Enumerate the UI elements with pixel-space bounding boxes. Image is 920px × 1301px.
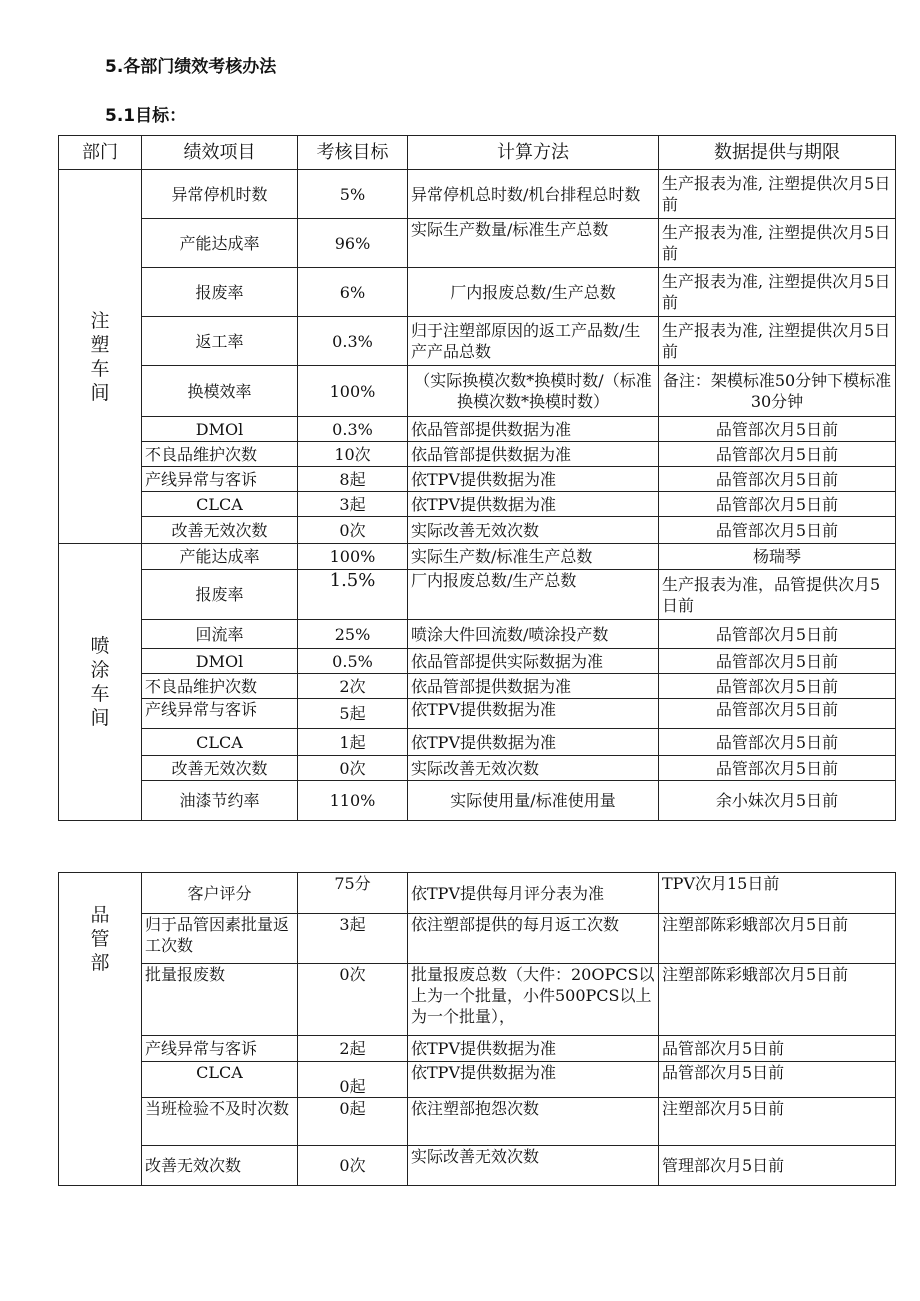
source-cell: 品管部次月5日前 bbox=[659, 620, 896, 649]
table-row bbox=[59, 170, 896, 219]
method-cell: 实际改善无效次数 bbox=[408, 1146, 659, 1186]
method-cell: 依TPV提供每月评分表为准 bbox=[408, 873, 659, 914]
table-row bbox=[59, 1062, 896, 1098]
table-row bbox=[59, 442, 896, 467]
table-row bbox=[59, 781, 896, 821]
header-target: 考核目标 bbox=[298, 136, 408, 170]
item-cell: 客户评分 bbox=[142, 873, 298, 914]
source-cell: 生产报表为准, 注塑提供次月5日前 bbox=[659, 268, 896, 317]
table-row bbox=[59, 699, 896, 729]
source-cell: 品管部次月5日前 bbox=[659, 699, 896, 729]
method-cell: 实际改善无效次数 bbox=[408, 756, 659, 781]
target-cell: 0次 bbox=[298, 517, 408, 544]
item-cell: 不良品维护次数 bbox=[142, 674, 298, 699]
table-row bbox=[59, 219, 896, 268]
item-cell: DMOl bbox=[142, 417, 298, 442]
section-subheading: 5.1目标： bbox=[105, 106, 187, 126]
method-cell: 厂内报废总数/生产总数 bbox=[408, 570, 659, 620]
method-cell: 依注塑部提供的每月返工次数 bbox=[408, 914, 659, 964]
item-cell: 改善无效次数 bbox=[142, 1146, 298, 1186]
source-cell: TPV次月15日前 bbox=[659, 873, 896, 914]
source-cell: 注塑部陈彩蛾部次月5日前 bbox=[659, 964, 896, 1036]
method-cell: 喷涂大件回流数/喷涂投产数 bbox=[408, 620, 659, 649]
table-row bbox=[59, 570, 896, 620]
target-cell: 100% bbox=[298, 366, 408, 417]
target-cell: 2起 bbox=[298, 1036, 408, 1062]
source-cell: 品管部次月5日前 bbox=[659, 467, 896, 492]
table-row bbox=[59, 674, 896, 699]
table-row bbox=[59, 620, 896, 649]
method-cell: 实际使用量/标准使用量 bbox=[408, 781, 659, 821]
item-cell: 异常停机时数 bbox=[142, 170, 298, 219]
method-cell: 异常停机总时数/机台排程总时数 bbox=[408, 170, 659, 219]
performance-table-1 bbox=[58, 135, 896, 821]
target-cell: 0起 bbox=[298, 1062, 408, 1098]
table-row bbox=[59, 914, 896, 964]
method-cell: 依品管部提供实际数据为准 bbox=[408, 649, 659, 674]
target-cell: 0.3% bbox=[298, 417, 408, 442]
item-cell: 油漆节约率 bbox=[142, 781, 298, 821]
item-cell: 产线异常与客诉 bbox=[142, 467, 298, 492]
table-row bbox=[59, 366, 896, 417]
performance-table-2 bbox=[58, 872, 896, 1186]
method-cell: 实际生产数/标准生产总数 bbox=[408, 544, 659, 570]
target-cell: 5起 bbox=[298, 699, 408, 729]
target-cell: 3起 bbox=[298, 492, 408, 517]
target-cell: 1起 bbox=[298, 729, 408, 756]
item-cell: 产能达成率 bbox=[142, 219, 298, 268]
table-row bbox=[59, 1036, 896, 1062]
target-cell: 5% bbox=[298, 170, 408, 219]
item-cell: 产能达成率 bbox=[142, 544, 298, 570]
table-row bbox=[59, 964, 896, 1036]
target-cell: 75分 bbox=[298, 873, 408, 914]
target-cell: 0起 bbox=[298, 1098, 408, 1146]
source-cell: 生产报表为准, 注塑提供次月5日前 bbox=[659, 219, 896, 268]
source-cell: 品管部次月5日前 bbox=[659, 442, 896, 467]
method-cell: 依品管部提供数据为准 bbox=[408, 674, 659, 699]
target-cell: 110% bbox=[298, 781, 408, 821]
item-cell: 产线异常与客诉 bbox=[142, 1036, 298, 1062]
target-cell: 25% bbox=[298, 620, 408, 649]
method-cell: 依TPV提供数据为准 bbox=[408, 467, 659, 492]
method-cell: 依TPV提供数据为准 bbox=[408, 1036, 659, 1062]
item-cell: 报废率 bbox=[142, 570, 298, 620]
method-cell: 归于注塑部原因的返工产品数/生产产品总数 bbox=[408, 317, 659, 366]
item-cell: 返工率 bbox=[142, 317, 298, 366]
target-cell: 0次 bbox=[298, 756, 408, 781]
target-cell: 0次 bbox=[298, 964, 408, 1036]
target-cell: 100% bbox=[298, 544, 408, 570]
table-row bbox=[59, 649, 896, 674]
table-row bbox=[59, 268, 896, 317]
item-cell: 换模效率 bbox=[142, 366, 298, 417]
method-cell: 依TPV提供数据为准 bbox=[408, 492, 659, 517]
source-cell: 品管部次月5日前 bbox=[659, 674, 896, 699]
item-cell: DMOl bbox=[142, 649, 298, 674]
source-cell: 品管部次月5日前 bbox=[659, 517, 896, 544]
table-row bbox=[59, 1098, 896, 1146]
source-cell: 品管部次月5日前 bbox=[659, 492, 896, 517]
method-cell: （实际换模次数*换模时数/（标准换模次数*换模时数） bbox=[408, 366, 659, 417]
method-cell: 依TPV提供数据为准 bbox=[408, 729, 659, 756]
item-cell: 归于品管因素批量返工次数 bbox=[142, 914, 298, 964]
dept-cell-injection: 注塑车间 bbox=[59, 170, 142, 544]
target-cell: 96% bbox=[298, 219, 408, 268]
table-row bbox=[59, 873, 896, 914]
source-cell: 生产报表为准，品管提供次月5日前 bbox=[659, 570, 896, 620]
table-header-row bbox=[59, 136, 896, 170]
table-row bbox=[59, 756, 896, 781]
item-cell: 回流率 bbox=[142, 620, 298, 649]
target-cell: 0.3% bbox=[298, 317, 408, 366]
method-cell: 依TPV提供数据为准 bbox=[408, 699, 659, 729]
item-cell: 报废率 bbox=[142, 268, 298, 317]
source-cell: 余小妹次月5日前 bbox=[659, 781, 896, 821]
item-cell: 改善无效次数 bbox=[142, 517, 298, 544]
target-cell: 10次 bbox=[298, 442, 408, 467]
source-cell: 品管部次月5日前 bbox=[659, 1062, 896, 1098]
source-cell: 品管部次月5日前 bbox=[659, 756, 896, 781]
target-cell: 6% bbox=[298, 268, 408, 317]
item-cell: 当班检验不及时次数 bbox=[142, 1098, 298, 1146]
target-cell: 0次 bbox=[298, 1146, 408, 1186]
item-cell: 不良品维护次数 bbox=[142, 442, 298, 467]
source-cell: 品管部次月5日前 bbox=[659, 1036, 896, 1062]
method-cell: 依品管部提供数据为准 bbox=[408, 442, 659, 467]
section-heading: 5.各部门绩效考核办法 bbox=[105, 57, 277, 77]
target-cell: 2次 bbox=[298, 674, 408, 699]
item-cell: CLCA bbox=[142, 492, 298, 517]
source-cell: 管理部次月5日前 bbox=[659, 1146, 896, 1186]
table-row bbox=[59, 517, 896, 544]
source-cell: 杨瑞琴 bbox=[659, 544, 896, 570]
target-cell: 0.5% bbox=[298, 649, 408, 674]
source-cell: 品管部次月5日前 bbox=[659, 649, 896, 674]
item-cell: 批量报废数 bbox=[142, 964, 298, 1036]
source-cell: 生产报表为准, 注塑提供次月5日前 bbox=[659, 317, 896, 366]
header-source: 数据提供与期限 bbox=[659, 136, 896, 170]
header-item: 绩效项目 bbox=[142, 136, 298, 170]
header-dept: 部门 bbox=[59, 136, 142, 170]
source-cell: 备注：架模标准50分钟下模标准30分钟 bbox=[659, 366, 896, 417]
method-cell: 依品管部提供数据为准 bbox=[408, 417, 659, 442]
table-row bbox=[59, 417, 896, 442]
dept-cell-qc: 品管部 bbox=[59, 873, 142, 1186]
table-row bbox=[59, 492, 896, 517]
item-cell: 改善无效次数 bbox=[142, 756, 298, 781]
table-row bbox=[59, 729, 896, 756]
source-cell: 注塑部次月5日前 bbox=[659, 1098, 896, 1146]
method-cell: 批量报废总数（大件：20OPCS以上为一个批量，小件500PCS以上为一个批量）， bbox=[408, 964, 659, 1036]
method-cell: 实际改善无效次数 bbox=[408, 517, 659, 544]
table-row bbox=[59, 544, 896, 570]
source-cell: 生产报表为准, 注塑提供次月5日前 bbox=[659, 170, 896, 219]
source-cell: 注塑部陈彩蛾部次月5日前 bbox=[659, 914, 896, 964]
target-cell: 8起 bbox=[298, 467, 408, 492]
method-cell: 厂内报废总数/生产总数 bbox=[408, 268, 659, 317]
table-row bbox=[59, 1146, 896, 1186]
source-cell: 品管部次月5日前 bbox=[659, 417, 896, 442]
method-cell: 依TPV提供数据为准 bbox=[408, 1062, 659, 1098]
target-cell: 3起 bbox=[298, 914, 408, 964]
source-cell: 品管部次月5日前 bbox=[659, 729, 896, 756]
item-cell: CLCA bbox=[142, 729, 298, 756]
dept-cell-spray: 喷涂车间 bbox=[59, 544, 142, 821]
table-row bbox=[59, 467, 896, 492]
method-cell: 实际生产数量/标准生产总数 bbox=[408, 219, 659, 268]
method-cell: 依注塑部抱怨次数 bbox=[408, 1098, 659, 1146]
header-method: 计算方法 bbox=[408, 136, 659, 170]
target-cell: 1.5% bbox=[298, 570, 408, 620]
table-row bbox=[59, 317, 896, 366]
item-cell: 产线异常与客诉 bbox=[142, 699, 298, 729]
item-cell: CLCA bbox=[142, 1062, 298, 1098]
